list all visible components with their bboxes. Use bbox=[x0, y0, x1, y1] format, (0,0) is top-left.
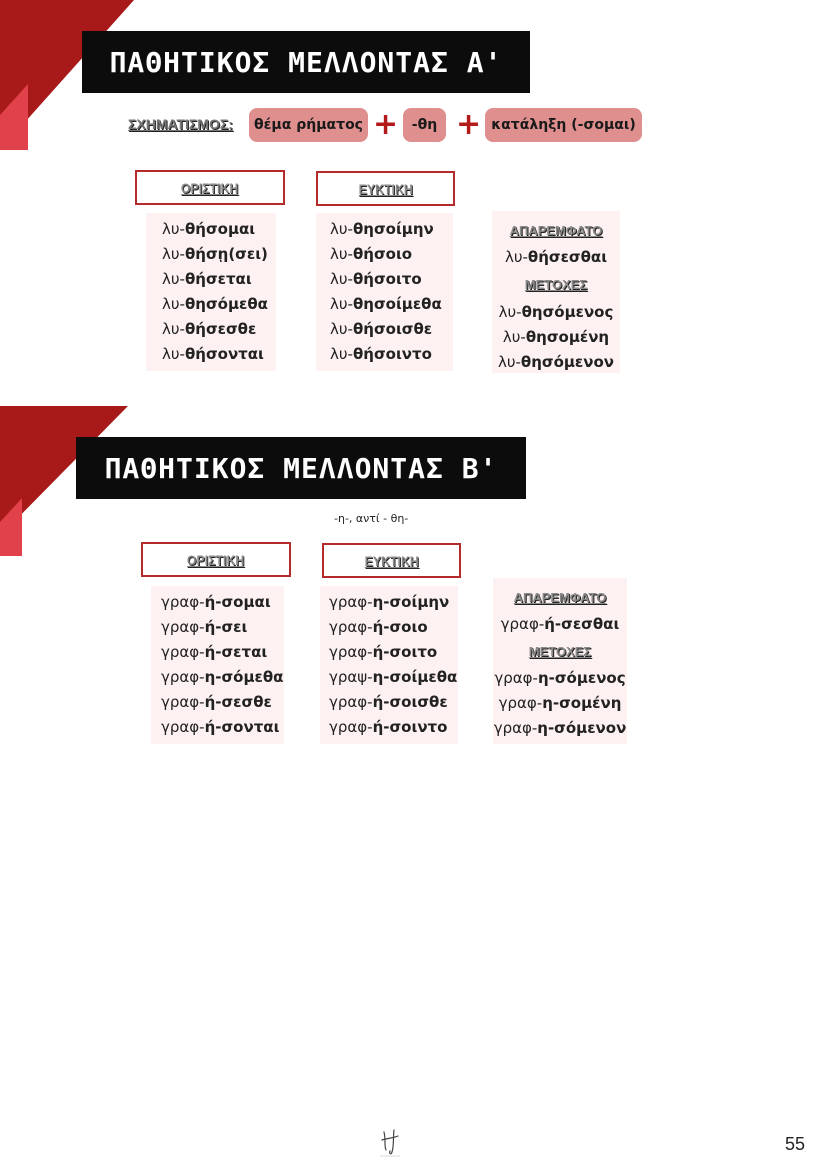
form-line: γραφ-ή-σομαι bbox=[161, 593, 271, 611]
form-line: λυ-θησόμενος bbox=[498, 303, 614, 321]
form-line: λυ-θήσοιντο bbox=[330, 345, 432, 363]
indicative-panel bbox=[151, 586, 284, 744]
form-line: γραφ-ή-σονται bbox=[161, 718, 280, 736]
form-line: λυ-θήσῃ(σει) bbox=[162, 245, 268, 263]
indicative-heading: ΟΡΙΣΤΙΚΗ bbox=[187, 551, 245, 568]
formation-ending-pill: κατάληξη (-σομαι) bbox=[485, 108, 642, 142]
form-line: λυ-θησοίμην bbox=[330, 220, 434, 238]
indicative-heading-box bbox=[135, 170, 285, 205]
form-line: γραψ-η-σοίμεθα bbox=[329, 668, 458, 686]
optative-heading-box bbox=[316, 171, 455, 206]
form-line: λυ-θήσομαι bbox=[162, 220, 256, 238]
form-line: γραφ-ή-σοισθε bbox=[329, 693, 448, 711]
infinitive-participles-panel bbox=[492, 211, 620, 373]
signature-logo-icon bbox=[372, 1120, 408, 1160]
participles-heading: ΜΕΤΟΧΕΣ bbox=[524, 277, 588, 292]
section-a-title-text: ΠΑΘΗΤΙΚΟΣ ΜΕΛΛΟΝΤΑΣ Α' bbox=[109, 45, 503, 79]
form-line: λυ-θησοίμεθα bbox=[330, 295, 442, 313]
optative-heading-box bbox=[322, 543, 461, 578]
form-line: γραφ-ή-σεσθαι bbox=[500, 615, 620, 633]
indicative-heading: ΟΡΙΣΤΙΚΗ bbox=[181, 179, 239, 196]
indicative-panel bbox=[146, 213, 276, 371]
section-b-title-text: ΠΑΘΗΤΙΚΟΣ ΜΕΛΛΟΝΤΑΣ Β' bbox=[104, 451, 498, 485]
form-line: γραφ-ή-σεσθε bbox=[161, 693, 272, 711]
optative-heading: ΕΥΚΤΙΚΗ bbox=[358, 180, 413, 197]
form-line: γραφ-ή-σεται bbox=[161, 643, 268, 661]
infinitive-heading: ΑΠΑΡΕΜΦΑΤΟ bbox=[513, 590, 607, 605]
section-b-title bbox=[76, 437, 526, 499]
form-line: λυ-θήσοισθε bbox=[330, 320, 433, 338]
form-line: λυ-θήσεται bbox=[162, 270, 252, 288]
form-line: λυ-θήσοιο bbox=[330, 245, 413, 263]
form-line: γραφ-ή-σει bbox=[161, 618, 248, 636]
infinitive-heading: ΑΠΑΡΕΜΦΑΤΟ bbox=[509, 223, 603, 238]
form-line: λυ-θησόμενον bbox=[497, 353, 615, 371]
participles-heading: ΜΕΤΟΧΕΣ bbox=[528, 644, 592, 659]
form-line: γραφ-ή-σοιτο bbox=[329, 643, 438, 661]
optative-panel bbox=[316, 213, 453, 371]
optative-panel bbox=[320, 586, 458, 744]
form-line: γραφ-ή-σοιντο bbox=[329, 718, 448, 736]
infinitive-participles-panel bbox=[493, 578, 627, 744]
form-line: γραφ-ή-σοιο bbox=[329, 618, 428, 636]
optative-heading: ΕΥΚΤΙΚΗ bbox=[364, 552, 419, 569]
form-line: λυ-θήσεσθαι bbox=[504, 248, 608, 266]
form-line: γραφ-η-σοίμην bbox=[329, 593, 450, 611]
form-line: λυ-θήσεσθε bbox=[162, 320, 257, 338]
formation-suffix-pill: -θη bbox=[403, 108, 446, 142]
form-line: λυ-θήσοιτο bbox=[330, 270, 422, 288]
form-line: γραφ-η-σομένη bbox=[498, 694, 622, 712]
plus-icon: + bbox=[456, 107, 482, 142]
formation-label: ΣΧΗΜΑΤΙΣΜΟΣ: bbox=[128, 116, 233, 132]
form-line: λυ-θησόμεθα bbox=[162, 295, 268, 313]
indicative-heading-box bbox=[141, 542, 291, 577]
plus-icon: + bbox=[373, 107, 399, 142]
section-a-title bbox=[82, 31, 530, 93]
form-line: γραφ-η-σόμεθα bbox=[161, 668, 284, 686]
page-number: 55 bbox=[785, 1134, 806, 1154]
form-line: γραφ-η-σόμενον bbox=[493, 719, 627, 737]
section-b-note: -η-, αντί - θη- bbox=[334, 512, 409, 525]
formation-stem-pill: θέμα ρήματος bbox=[249, 108, 368, 142]
form-line: λυ-θησομένη bbox=[502, 328, 610, 346]
form-line: λυ-θήσονται bbox=[162, 345, 264, 363]
form-line: γραφ-η-σόμενος bbox=[494, 669, 626, 687]
